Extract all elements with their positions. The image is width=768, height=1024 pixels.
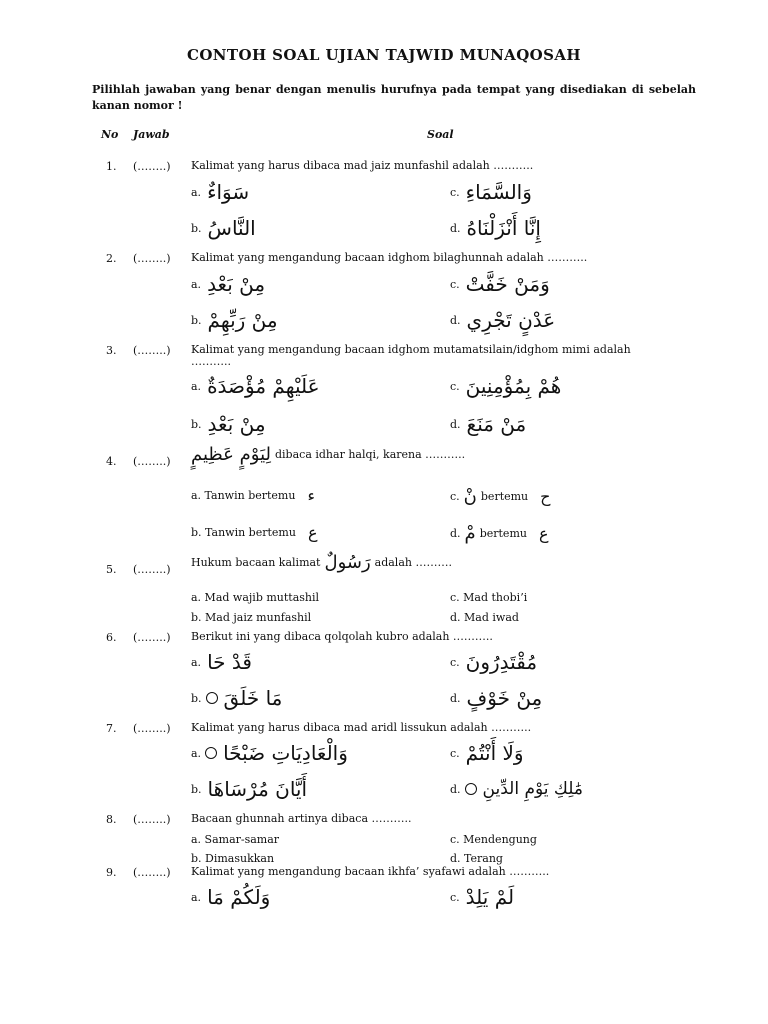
option-text: d. Mad iwad bbox=[450, 611, 519, 624]
question-text bbox=[191, 552, 661, 573]
option-d bbox=[450, 777, 583, 801]
option-text: c. Mendengung bbox=[450, 833, 537, 846]
arabic-text: مُقْتَدِرُونَ bbox=[465, 650, 538, 674]
header-jawab: Jawab bbox=[133, 128, 170, 141]
option-a bbox=[191, 180, 249, 204]
option-text: d. Terang bbox=[450, 852, 503, 865]
option-label: c. bbox=[450, 890, 460, 904]
option-c bbox=[450, 180, 532, 204]
arabic-text: وَالْعَادِيَاتِ ضَبْحًا bbox=[223, 741, 348, 765]
option-label: c. bbox=[450, 490, 460, 503]
option-c bbox=[450, 486, 550, 507]
circle-mark-icon bbox=[206, 692, 218, 704]
arabic-letter: ء bbox=[307, 486, 315, 505]
option-d bbox=[450, 216, 541, 240]
option-label: b. bbox=[191, 221, 202, 235]
option-d bbox=[450, 308, 555, 332]
option-label: b. bbox=[191, 691, 202, 705]
arabic-text: مِنْ بَعْدِ bbox=[207, 272, 266, 296]
option-a bbox=[191, 374, 320, 398]
arabic-text: أَيَّانَ مُرْسَاهَا bbox=[207, 777, 308, 801]
instructions: Pilihlah jawaban yang benar dengan menulis hurufnya pada tempat yang disediakan di sebelah kanan nomor ! bbox=[92, 83, 696, 112]
page-title: CONTOH SOAL UJIAN TAJWID MUNAQOSAH bbox=[187, 46, 581, 64]
option-d bbox=[450, 611, 519, 624]
option-text: b. Tanwin bertemu bbox=[191, 526, 296, 539]
option-text: a. Mad wajib muttashil bbox=[191, 591, 320, 604]
option-a bbox=[191, 741, 348, 765]
option-b bbox=[191, 777, 307, 801]
answer-blank: (……..) bbox=[133, 722, 171, 735]
arabic-letter: ع bbox=[307, 523, 318, 542]
option-a bbox=[191, 650, 252, 674]
option-a bbox=[191, 591, 319, 604]
arabic-text: وَالسَّمَاءِ bbox=[465, 180, 532, 204]
option-label: c. bbox=[450, 379, 460, 393]
circle-mark-icon bbox=[205, 747, 217, 759]
option-c bbox=[450, 885, 514, 909]
answer-blank: (……..) bbox=[133, 160, 171, 173]
option-a bbox=[191, 486, 315, 505]
question-number: 1. bbox=[106, 160, 117, 173]
option-b bbox=[191, 308, 278, 332]
option-label: a. bbox=[191, 746, 202, 760]
arabic-text: هُمْ بِمُؤْمِنِينَ bbox=[465, 374, 562, 398]
arabic-text: مِنْ بَعْدِ bbox=[207, 412, 266, 436]
header-soal: Soal bbox=[427, 128, 454, 141]
option-label: a. bbox=[191, 655, 202, 669]
question-text-after: dibaca idhar halqi, karena ……….. bbox=[275, 448, 466, 461]
arabic-text: مَنْ مَنَعَ bbox=[466, 412, 527, 436]
answer-blank: (……..) bbox=[133, 813, 171, 826]
question-number: 6. bbox=[106, 631, 117, 644]
arabic-text: عَلَيْهِمْ مُؤْصَدَةٌ bbox=[207, 374, 320, 398]
option-text: b. Dimasukkan bbox=[191, 852, 275, 865]
question-number: 5. bbox=[106, 563, 117, 576]
arabic-letter: ع bbox=[538, 524, 549, 543]
option-b bbox=[191, 611, 311, 624]
option-b bbox=[191, 686, 282, 710]
arabic-text: قَدْ حَا bbox=[207, 650, 252, 674]
option-label: c. bbox=[450, 277, 460, 291]
arabic-text: سَوَاءٌ bbox=[207, 180, 250, 204]
option-label: d. bbox=[450, 221, 461, 235]
option-label: d. bbox=[450, 417, 461, 431]
option-label: d. bbox=[450, 782, 461, 796]
arabic-text: نْ bbox=[463, 486, 477, 507]
option-label: b. bbox=[191, 313, 202, 327]
option-text: a. Tanwin bertemu bbox=[191, 489, 296, 502]
arabic-text: وَلَكُمْ مَا bbox=[207, 885, 271, 909]
question-text: Berikut ini yang dibaca qolqolah kubro adalah ……….. bbox=[191, 630, 493, 643]
arabic-text: مِنْ رَبِّهِمْ bbox=[207, 308, 278, 332]
option-label: b. bbox=[191, 782, 202, 796]
arabic-text: مَا خَلَقَ bbox=[223, 686, 283, 710]
question-number: 4. bbox=[106, 455, 117, 468]
option-text: a. Samar-samar bbox=[191, 833, 280, 846]
question-text: Kalimat yang harus dibaca mad jaiz munfashil adalah ……….. bbox=[191, 159, 534, 172]
option-a bbox=[191, 885, 270, 909]
option-label: c. bbox=[450, 746, 460, 760]
answer-blank: (……..) bbox=[133, 631, 171, 644]
question-text-before: Hukum bacaan kalimat bbox=[191, 556, 321, 569]
option-c bbox=[450, 650, 537, 674]
arabic-text: النَّاسُ bbox=[207, 216, 256, 240]
option-c bbox=[450, 374, 561, 398]
option-d bbox=[450, 523, 549, 544]
option-b bbox=[191, 412, 266, 436]
question-text: Kalimat yang mengandung bacaan idghom bilaghunnah adalah ……….. bbox=[191, 251, 588, 264]
option-a bbox=[191, 833, 279, 846]
option-label: d. bbox=[450, 691, 461, 705]
option-c bbox=[450, 741, 524, 765]
option-label: a. bbox=[191, 890, 202, 904]
arabic-text: وَلَا أَنْتُمْ bbox=[465, 741, 524, 765]
option-d bbox=[450, 412, 526, 436]
option-a bbox=[191, 272, 265, 296]
option-d bbox=[450, 852, 503, 865]
option-label: c. bbox=[450, 655, 460, 669]
arabic-letter: ح bbox=[540, 487, 551, 506]
answer-blank: (……..) bbox=[133, 455, 171, 468]
arabic-text: إِنَّا أَنْزَلْنَاهُ bbox=[466, 216, 541, 240]
option-text: bertemu bbox=[480, 490, 529, 503]
option-d bbox=[450, 686, 542, 710]
question-text bbox=[191, 444, 661, 465]
answer-blank: (……..) bbox=[133, 344, 171, 357]
option-c bbox=[450, 833, 537, 846]
question-number: 9. bbox=[106, 866, 117, 879]
question-text: Kalimat yang mengandung bacaan ikhfa’ syafawi adalah ……….. bbox=[191, 865, 550, 878]
answer-blank: (……..) bbox=[133, 563, 171, 576]
answer-blank: (……..) bbox=[133, 252, 171, 265]
option-b bbox=[191, 852, 274, 865]
question-number: 8. bbox=[106, 813, 117, 826]
option-label: a. bbox=[191, 277, 202, 291]
arabic-text: لَمْ يَلِدْ bbox=[465, 885, 515, 909]
option-label: d. bbox=[450, 313, 461, 327]
question-text: Bacaan ghunnah artinya dibaca ……….. bbox=[191, 812, 412, 825]
option-label: c. bbox=[450, 185, 460, 199]
arabic-text: مَٰلِكِ يَوْمِ الدِّينِ bbox=[482, 779, 583, 799]
arabic-text: مِنْ خَوْفٍ bbox=[466, 686, 543, 710]
arabic-text: لِيَوْمٍ عَظِيمٍ bbox=[191, 444, 271, 465]
circle-mark-icon bbox=[465, 783, 477, 795]
question-number: 2. bbox=[106, 252, 117, 265]
answer-blank: (……..) bbox=[133, 866, 171, 879]
question-text: Kalimat yang mengandung bacaan idghom mutamatsilain/idghom mimi adalah ……….. bbox=[191, 343, 631, 368]
option-b bbox=[191, 523, 317, 542]
option-c bbox=[450, 272, 550, 296]
question-text: Kalimat yang harus dibaca mad aridl lissukun adalah ……….. bbox=[191, 721, 532, 734]
arabic-text: مْ bbox=[464, 523, 476, 544]
option-label: a. bbox=[191, 185, 202, 199]
option-text: b. Mad jaiz munfashil bbox=[191, 611, 312, 624]
option-b bbox=[191, 216, 256, 240]
question-number: 3. bbox=[106, 344, 117, 357]
option-c bbox=[450, 591, 527, 604]
arabic-text: عَدْنٍ تَجْرِي bbox=[466, 308, 556, 332]
arabic-text: رَسُولٌ bbox=[324, 552, 371, 573]
option-label: a. bbox=[191, 379, 202, 393]
arabic-text: وَمَنْ خَفَّتْ bbox=[465, 272, 550, 296]
question-text-after: adalah ………. bbox=[374, 556, 452, 569]
option-text: bertemu bbox=[479, 527, 527, 540]
question-number: 7. bbox=[106, 722, 117, 735]
option-text: c. Mad thobi’i bbox=[450, 591, 528, 604]
option-label: d. bbox=[450, 527, 461, 540]
option-label: b. bbox=[191, 417, 202, 431]
header-no: No bbox=[101, 128, 119, 141]
